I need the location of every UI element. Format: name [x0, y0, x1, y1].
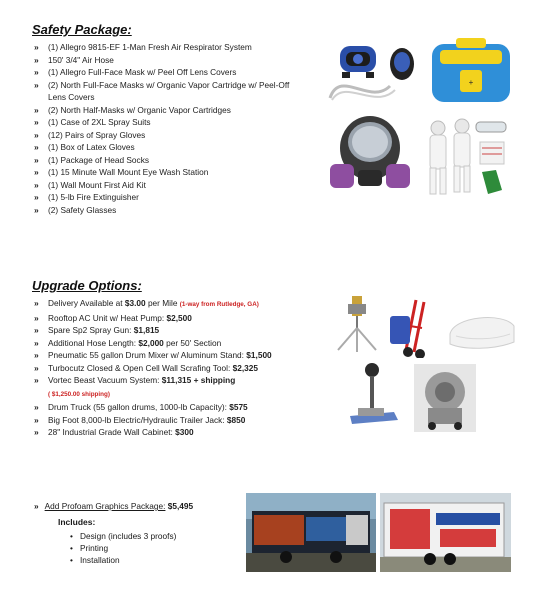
list-item: » (1) Allegro Full-Face Mask w/ Peel Off Lens Covers: [34, 66, 303, 79]
list-item: » (1) Package of Head Socks: [34, 154, 303, 167]
rooftop-ac-unit-photo: [444, 304, 520, 354]
list-item: » (12) Pairs of Spray Gloves: [34, 129, 303, 142]
list-item: » Big Foot 8,000-lb Electric/Hydraulic Trailer Jack: $850: [34, 414, 272, 427]
respirator-system-photo: [320, 28, 422, 110]
list-item: » Vortec Beast Vacuum System: $11,315 + shipping ( $1,250.00 shipping): [34, 374, 272, 401]
list-item: » (2) North Half-Masks w/ Organic Vapor Cartridges: [34, 104, 303, 117]
list-item: » (2) Safety Glasses: [34, 204, 303, 217]
spray-suits-photo: [420, 112, 516, 200]
includes-list: [70, 530, 176, 566]
upgrade-options-list: [34, 297, 272, 439]
list-item: » Rooftop AC Unit w/ Heat Pump: $2,500: [34, 312, 272, 325]
list-item: » (1) Allegro 9815-EF 1-Man Fresh Air Respirator System: [34, 41, 303, 54]
includes-label: Includes:: [58, 517, 96, 527]
list-item: » 150' 3/4" Air Hose: [34, 54, 303, 67]
list-item: • Design (includes 3 proofs): [70, 530, 176, 542]
safety-package-list: [34, 41, 303, 216]
list-item: » (1) 15 Minute Wall Mount Eye Wash Station: [34, 166, 303, 179]
upgrade-options-heading: Upgrade Options:: [32, 278, 142, 293]
eye-wash-station-photo: [426, 36, 516, 106]
list-item: • Printing: [70, 542, 176, 554]
safety-package-heading: Safety Package:: [32, 22, 132, 37]
list-item: » Delivery Available at $3.00 per Mile (1-way from Rutledge, GA): [34, 297, 272, 312]
list-item: » 28" Industrial Grade Wall Cabinet: $300: [34, 426, 272, 439]
shipping-note: ( $1,250.00 shipping): [48, 390, 110, 398]
list-item: » (1) Wall Mount First Aid Kit: [34, 179, 303, 192]
list-item: » (2) North Full-Face Masks w/ Organic Vapor Cartridge w/ Peel-Off Lens Covers: [34, 79, 303, 104]
drum-truck-photo: [386, 296, 436, 358]
list-item: » Drum Truck (55 gallon drums, 1000-lb Capacity): $575: [34, 401, 272, 414]
list-item: • Installation: [70, 554, 176, 566]
list-item: » Spare Sp2 Spray Gun: $1,815: [34, 324, 272, 337]
list-item: » Turbocutz Closed & Open Cell Wall Scrafing Tool: $2,325: [34, 362, 272, 375]
vacuum-system-photo: [414, 364, 476, 432]
spray-gun-photo: [340, 358, 404, 430]
list-item: » Pneumatic 55 gallon Drum Mixer w/ Aluminum Stand: $1,500: [34, 349, 272, 362]
list-item: » (1) Case of 2XL Spray Suits: [34, 116, 303, 129]
full-face-mask-photo: [322, 112, 418, 196]
list-item: » (1) 5-lb Fire Extinguisher: [34, 191, 303, 204]
delivery-note: (1-way from Rutledge, GA): [179, 301, 259, 308]
graphics-trailer-photo-right: [380, 493, 511, 572]
list-item: » (1) Box of Latex Gloves: [34, 141, 303, 154]
graphics-package-item: » Add Profoam Graphics Package: $5,495: [34, 501, 194, 511]
drum-mixer-photo: [326, 292, 386, 354]
svg-text:+: +: [468, 78, 474, 87]
list-item: » Additional Hose Length: $2,000 per 50' Section: [34, 337, 272, 350]
graphics-trailer-photo-left: [246, 493, 376, 572]
